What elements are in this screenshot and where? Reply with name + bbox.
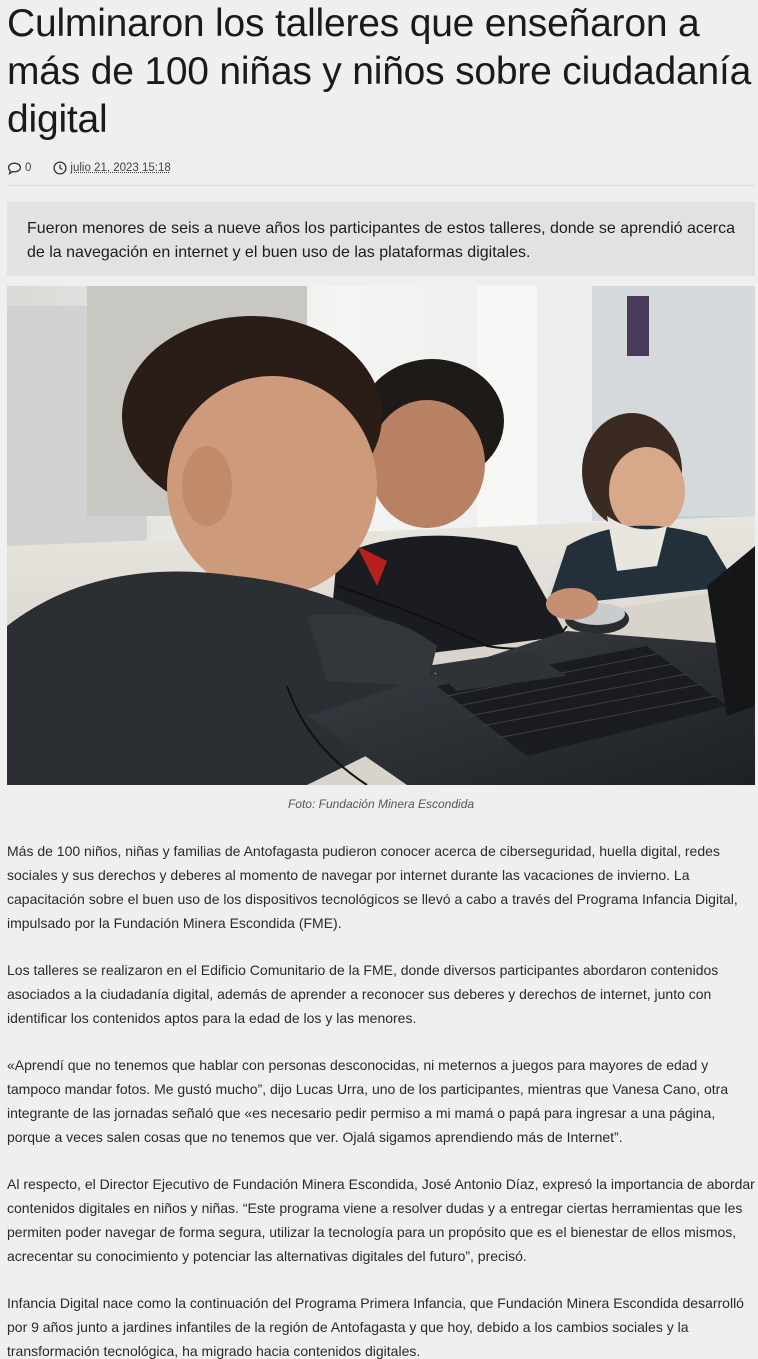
publish-date (53, 161, 170, 175)
paragraph: «Aprendí que no tenemos que hablar con personas desconocidas, ni meternos a juegos para mayores de edad y tampoco mandar fotos. Me gustó mucho”, dijo Lucas Urra, uno de los participantes, mientras que Vanesa Cano, otra integrante de las jornadas señaló que «es necesario pedir permiso a mi mamá o papá para ingresar a una página, porque a veces salen cosas que no tenemos que ver. Ojalá sigamos aprendiendo más de Internet”. (7, 1057, 729, 1145)
kids-laptop-photo (7, 286, 755, 785)
article-lead: Fueron menores de seis a nueve años los participantes de estos talleres, donde se aprendió acerca de la navegación en internet y el buen uso de las plataformas digitales. (7, 202, 755, 276)
paragraph: Al respecto, el Director Ejecutivo de Fundación Minera Escondida, José Antonio Díaz, expresó la importancia de abordar contenidos digitales en niños y niñas. “Este programa viene a resolver dudas y a entregar ciertas herramientas que les permiten poder navegar de forma segura, utilizar la tecnología para un propósito que es el bienestar de ellos mismos, acrecentar su conocimiento y potenciar las alternativas digitales del futuro”, precisó. (7, 1176, 755, 1264)
article (7, 0, 755, 1359)
article-title: Culminaron los talleres que enseñaron a más de 100 niñas y niños sobre ciudadanía digital (7, 2, 752, 141)
article-body (7, 839, 755, 1359)
paragraph: Los talleres se realizaron en el Edificio Comunitario de la FME, donde diversos participantes abordaron contenidos asociados a la ciudadanía digital, además de aprender a reconocer sus deberes y derechos de internet, junto con identificar los contenidos aptos para la edad de los y las menores. (7, 962, 719, 1026)
clock-icon (53, 161, 67, 175)
paragraph: Infancia Digital nace como la continuación del Programa Primera Infancia, que Fundación Minera Escondida desarrolló por 9 años junto a jardines infantiles de la región de Antofagasta y que hoy, debido a los cambios sociales y la transformación tecnológica, ha migrado hacia contenidos digitales. (7, 1295, 744, 1359)
paragraph: Más de 100 niños, niñas y familias de Antofagasta pudieron conocer acerca de ciberseguridad, huella digital, redes sociales y sus derechos y deberes al momento de navegar por internet durante las vacaciones de invierno. La capacitación sobre el buen uso de los dispositivos tecnológicos se llevó a cabo a través del Programa Infancia Digital, impulsado por la Fundación Minera Escondida (FME). (7, 843, 738, 931)
divider (7, 185, 755, 186)
comments-link[interactable] (7, 162, 31, 175)
comment-icon (7, 162, 22, 175)
article-photo (7, 286, 755, 785)
photo-caption: Foto: Fundación Minera Escondida (287, 797, 475, 811)
article-meta (7, 158, 755, 178)
date-text: julio 21, 2023 15:18 (70, 162, 171, 174)
comment-count: 0 (25, 162, 32, 174)
